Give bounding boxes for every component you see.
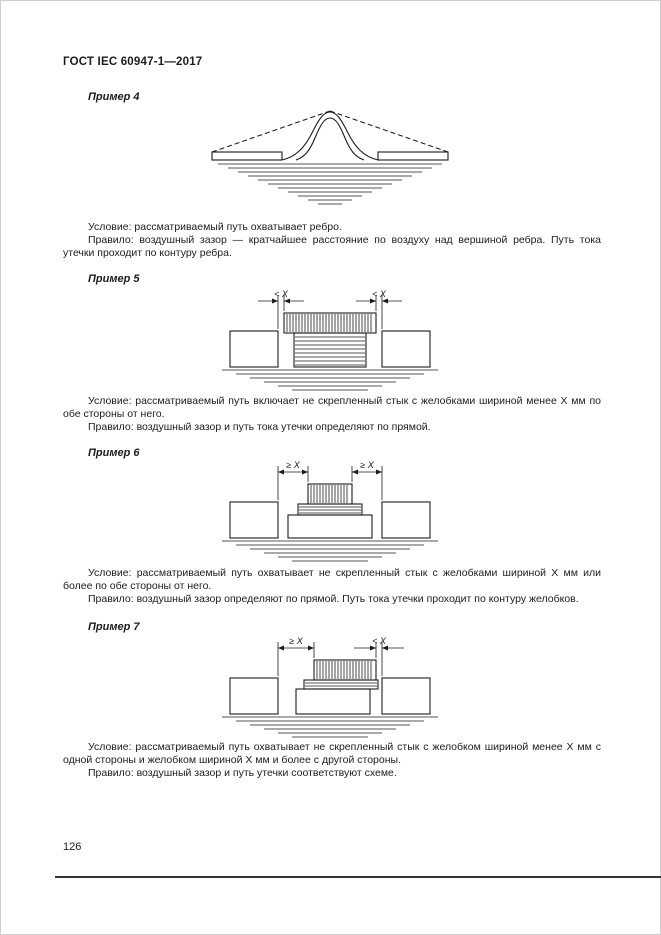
example-7-text [63, 741, 601, 781]
joint-body [296, 680, 378, 714]
dimension-marks [258, 289, 402, 329]
example-5-title: Пример 5 [88, 273, 140, 285]
dimension-label: ≥ X [286, 460, 300, 470]
dimension-marks [278, 460, 382, 500]
example-7-diagram [220, 634, 440, 738]
joint-body [294, 333, 366, 367]
example-6-diagram [220, 458, 440, 562]
dimension-label: ≥ X [289, 636, 303, 646]
example-5-text [63, 395, 601, 435]
ground-hatching [222, 717, 438, 737]
dimension-label: < X [372, 636, 386, 646]
condition-text: Условие: рассматриваемый путь охватывает не скрепленный стык с желобками шириной X мм или более по обе стороны от него. [63, 567, 601, 593]
rule-text: Правило: воздушный зазор определяют по прямой. Путь тока утечки проходит по контуру желобков. [88, 593, 579, 606]
example-6-figure [220, 458, 440, 562]
example-4-diagram [210, 106, 450, 214]
example-5-diagram [220, 287, 440, 391]
condition-text: Условие: рассматриваемый путь охватывает не скрепленный стык с желобком шириной менее X мм с одной стороны и желобком шириной X мм и более с другой стороны. [63, 741, 601, 767]
dimension-label: < X [372, 289, 386, 299]
rib-profile [282, 112, 378, 160]
outer-blocks [230, 678, 430, 714]
ground-hatching [218, 164, 442, 204]
top-part-hatched [314, 660, 376, 680]
ground-hatching [222, 541, 438, 561]
example-7-figure [220, 634, 440, 738]
rule-text: Правило: воздушный зазор и путь утечки соответствуют схеме. [88, 767, 397, 780]
rule-text: Правило: воздушный зазор — кратчайшее расстояние по воздуху над вершиной ребра. Путь тока утечки проходит по контуру ребра. [63, 234, 601, 260]
example-7-title: Пример 7 [88, 621, 140, 633]
example-5-figure [220, 287, 440, 391]
example-6-text [63, 567, 601, 607]
example-4-figure [210, 106, 450, 214]
conductor-plates [212, 152, 448, 160]
document-header: ГОСТ IEC 60947-1—2017 [63, 56, 203, 68]
condition-text: Условие: рассматриваемый путь включает не скрепленный стык с желобками шириной менее X мм по обе стороны от него. [63, 395, 601, 421]
condition-text: Условие: рассматриваемый путь охватывает ребро. [88, 221, 342, 233]
ground-hatching [222, 370, 438, 390]
top-part-hatched [308, 484, 352, 504]
page-number: 126 [63, 841, 82, 853]
rule-text: Правило: воздушный зазор и путь тока утечки определяют по прямой. [88, 421, 431, 434]
example-4-title: Пример 4 [88, 91, 140, 103]
dimension-label: ≥ X [360, 460, 374, 470]
joint-step [288, 504, 372, 538]
dimension-label: < X [274, 289, 288, 299]
clearance-dashed-path [212, 111, 448, 152]
scan-edge-line [55, 876, 661, 878]
example-4-text [63, 221, 601, 261]
top-part-hatched [284, 313, 376, 333]
example-6-title: Пример 6 [88, 447, 140, 459]
